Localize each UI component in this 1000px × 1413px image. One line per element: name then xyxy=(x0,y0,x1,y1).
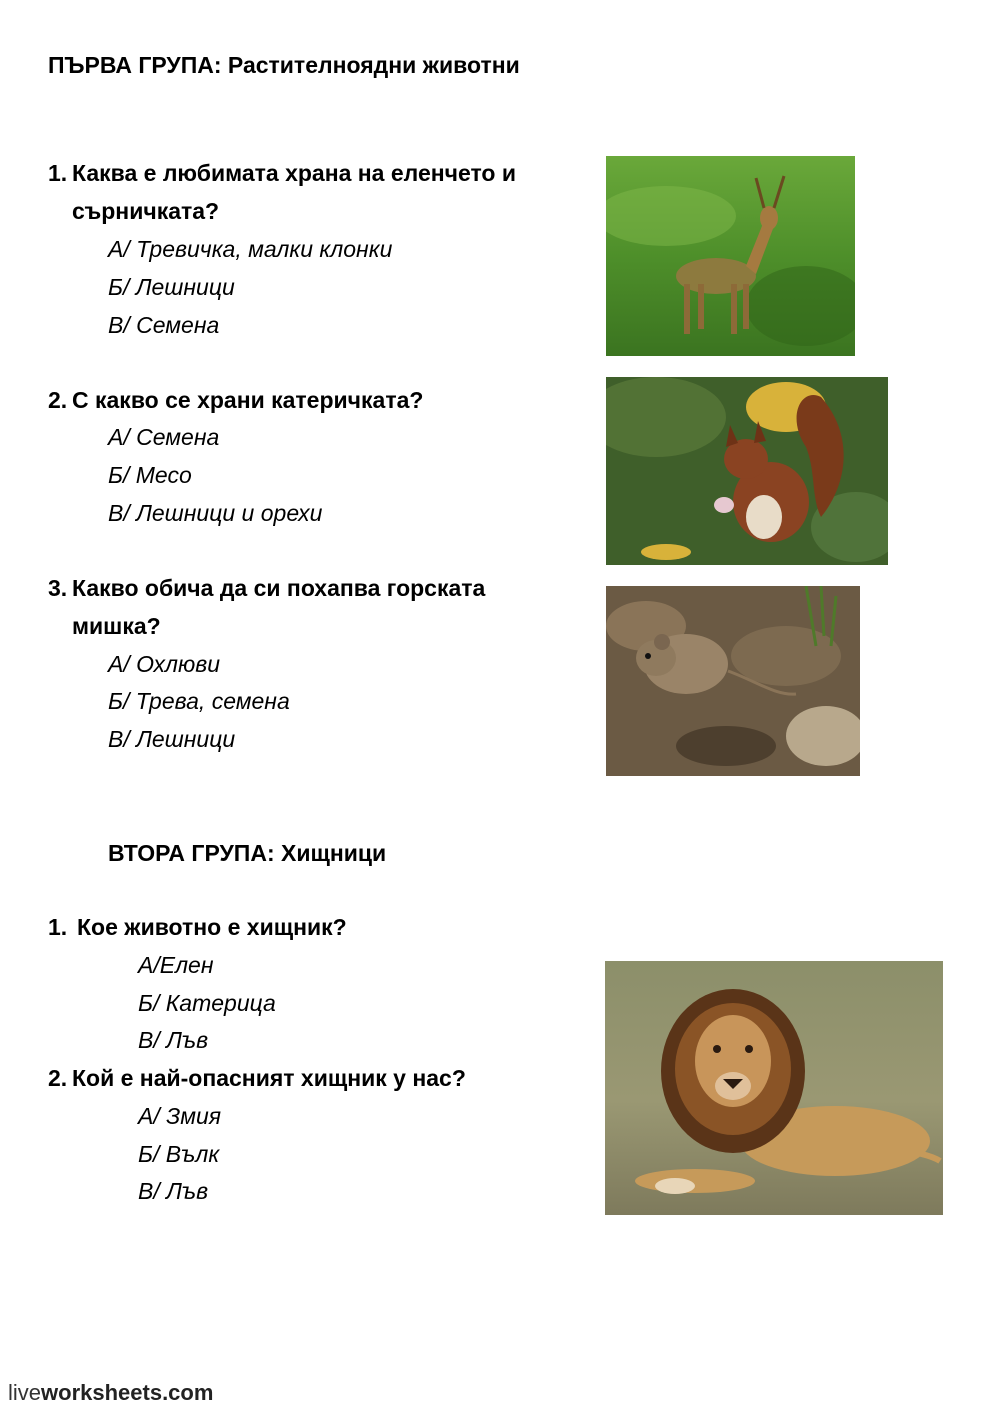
answer-option[interactable]: Б/ Вълк xyxy=(138,1141,220,1167)
question-number: 3. xyxy=(48,575,68,601)
question-number: 2. xyxy=(48,1065,68,1091)
logo-text-bold: worksheets.com xyxy=(41,1380,214,1405)
answer-option[interactable]: А/Елен xyxy=(138,952,214,978)
question-number: 1. xyxy=(48,160,68,186)
answer-option[interactable]: Б/ Катерица xyxy=(138,990,276,1016)
squirrel-photo xyxy=(606,377,888,565)
answer-option[interactable]: Б/ Трева, семена xyxy=(108,688,290,714)
group2-title: ВТОРА ГРУПА: Хищници xyxy=(108,840,387,866)
answer-option[interactable]: Б/ Лешници xyxy=(108,274,235,300)
group1-question-3 xyxy=(48,569,568,645)
question-text: Кой е най-опасният хищник у нас? xyxy=(72,1065,466,1091)
deer-photo xyxy=(606,156,855,356)
answer-option[interactable]: А/ Тревичка, малки клонки xyxy=(108,236,393,262)
question-text: С какво се храни катеричката? xyxy=(72,387,424,413)
group1-question-1 xyxy=(48,154,568,230)
lion-photo xyxy=(605,961,943,1215)
question-text-continued: сърничката? xyxy=(72,198,220,224)
mouse-photo xyxy=(606,586,860,776)
answer-option[interactable]: В/ Семена xyxy=(108,312,220,338)
question-number: 1. xyxy=(48,914,68,940)
answer-option[interactable]: В/ Лъв xyxy=(138,1027,209,1053)
answer-option[interactable]: А/ Змия xyxy=(138,1103,222,1129)
answer-option[interactable]: В/ Лъв xyxy=(138,1178,209,1204)
question-text: Кое животно е хищник? xyxy=(77,914,347,940)
logo-text-light: live xyxy=(8,1380,42,1405)
answer-option[interactable]: В/ Лешници xyxy=(108,726,236,752)
question-text-continued: мишка? xyxy=(72,613,161,639)
question-text: Какво обича да си похапва горската xyxy=(72,575,486,601)
question-text: Каква е любимата храна на еленчето и xyxy=(72,160,517,186)
answer-option[interactable]: А/ Охлюви xyxy=(108,651,221,677)
liveworksheets-logo xyxy=(8,1380,213,1406)
group1-question-2 xyxy=(48,381,568,419)
group1-title: ПЪРВА ГРУПА: Растителноядни животни xyxy=(48,52,520,78)
question-number: 2. xyxy=(48,387,68,413)
group2-question-1 xyxy=(48,908,568,946)
answer-option[interactable]: В/ Лешници и орехи xyxy=(108,500,323,526)
group2-question-2 xyxy=(48,1059,568,1097)
answer-option[interactable]: Б/ Месо xyxy=(108,462,192,488)
answer-option[interactable]: А/ Семена xyxy=(108,424,220,450)
